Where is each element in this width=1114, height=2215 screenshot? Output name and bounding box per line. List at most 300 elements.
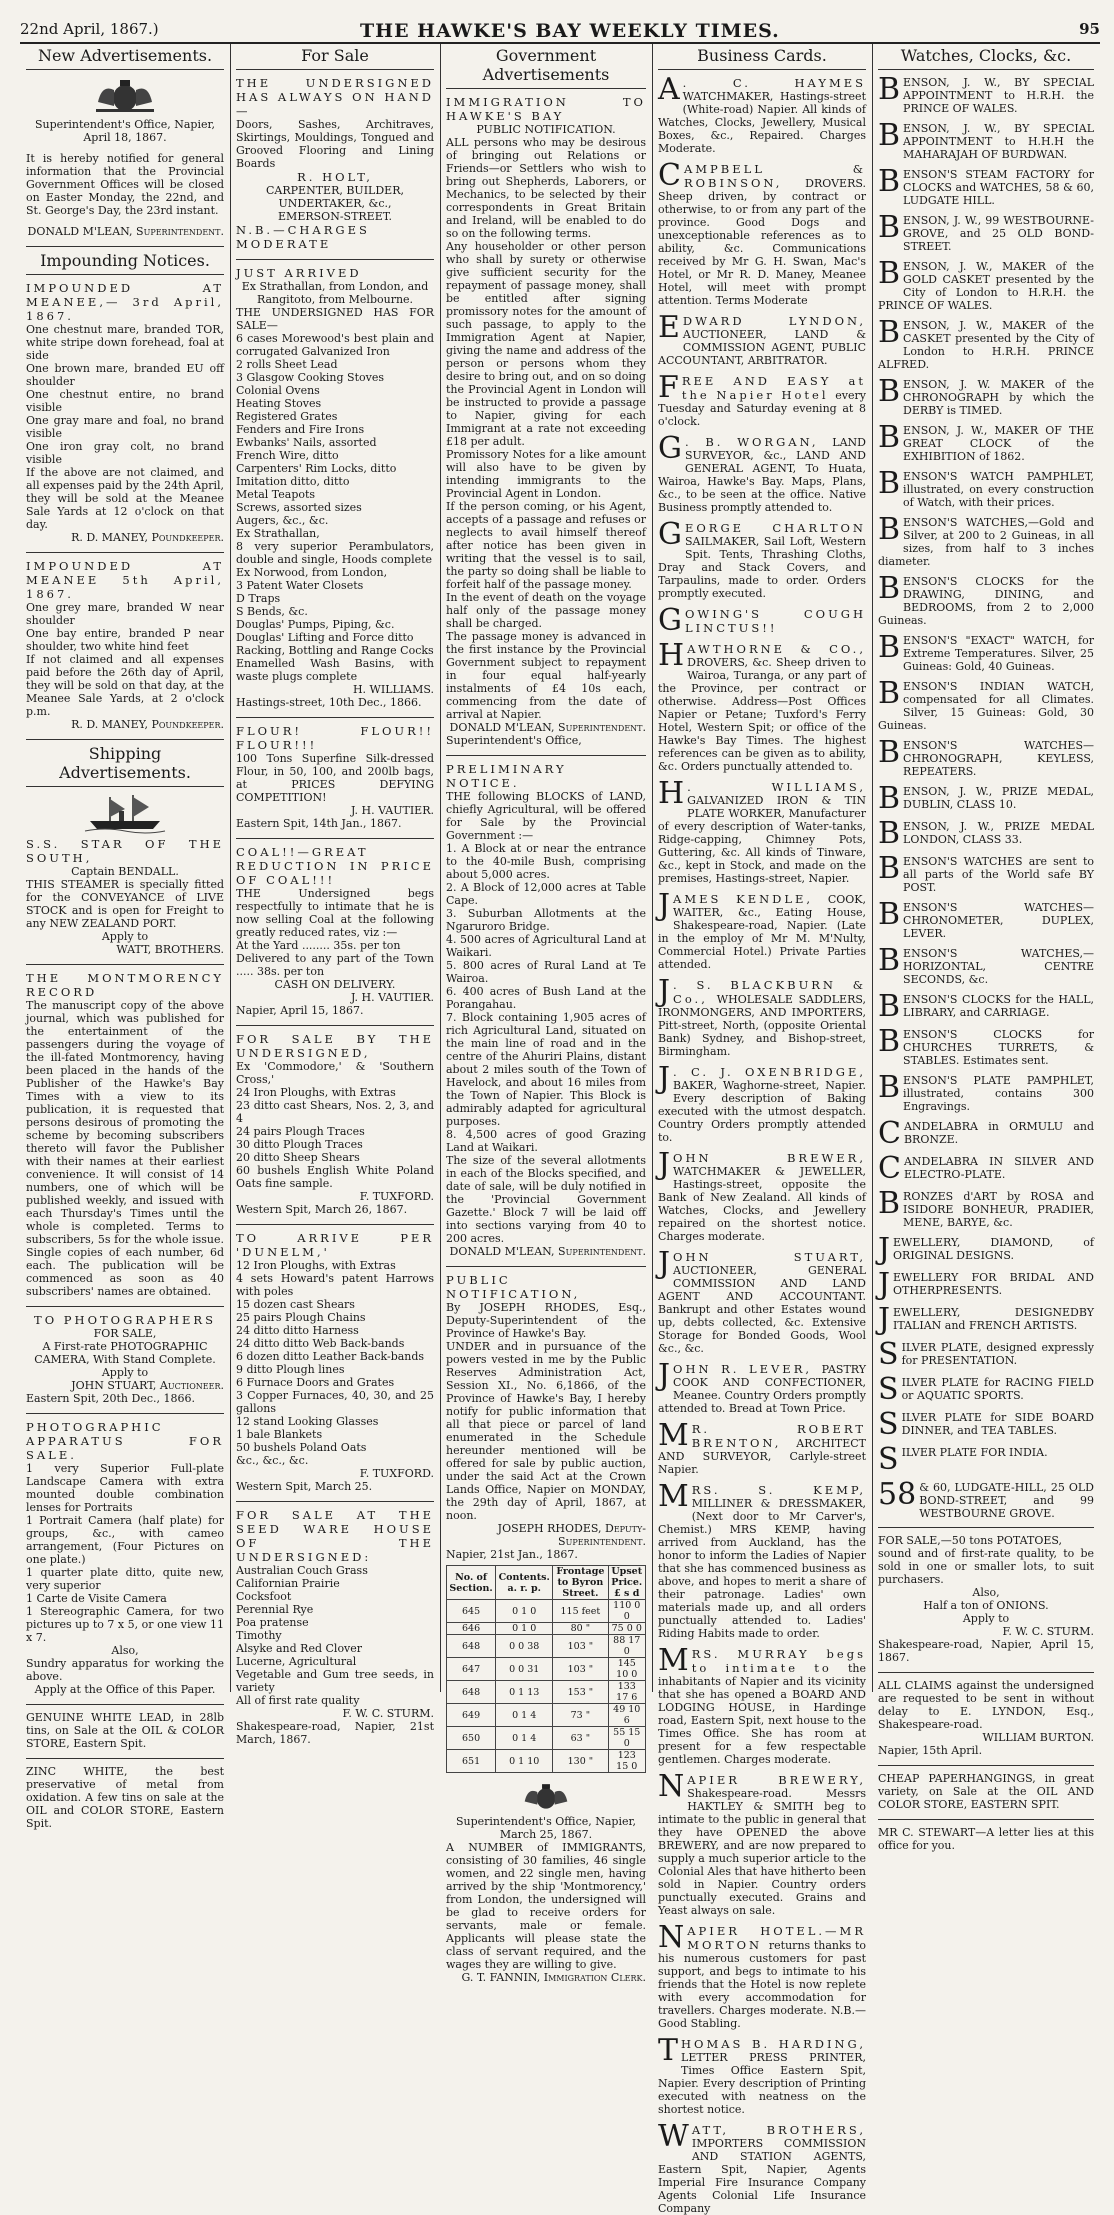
list-item: 60 bushels English White Poland Oats fine sample. (236, 1164, 434, 1190)
drop-cap: B (878, 781, 901, 816)
card-text: RONZES d'ART by ROSA and ISIDORE BONHEUR, PRADIER, MENE, BARYE, &c. (903, 1190, 1094, 1229)
preliminary-notice (446, 762, 646, 1258)
white-lead-ad: GENUINE WHITE LEAD, in 28lb tins, on Sale at the OIL & COLOR STORE, Eastern Spit. (26, 1711, 224, 1750)
ad-address: Shakespeare-road, Napier, April 15, 1867. (878, 1638, 1094, 1664)
table-header-cell: Upset Price. £ s d (608, 1566, 645, 1600)
drop-cap: J (878, 1232, 891, 1267)
card-text: ENSON'S WATCHES,—Gold and Silver, at 200 to 2 Guineas, in all sizes, from half to 3 inches diameter. (878, 516, 1094, 568)
table-cell: 80 " (553, 1623, 608, 1635)
business-card (658, 1479, 866, 1640)
card-title: APIER HOTEL.—MR MORTON (687, 1924, 866, 1952)
column-government-advertisements (440, 44, 652, 1984)
ad-intro: THE UNDERSIGNED HAS FOR SALE— (236, 306, 434, 332)
divider (236, 838, 434, 839)
list-item: 5. 800 acres of Rural Land at Te Wairoa. (446, 959, 646, 985)
card-text: ENSON, J. W., 99 WESTBOURNE-GROVE, and 25 OLD BOND-STREET. (903, 214, 1094, 253)
business-card (658, 310, 866, 367)
drop-cap: B (878, 676, 901, 711)
drop-cap: B (878, 989, 901, 1024)
list-item: Cocksfoot (236, 1590, 292, 1603)
card-text: ENSON'S WATCHES are sent to all parts of the World safe BY POST. (903, 855, 1094, 894)
divider (26, 1758, 224, 1759)
card-body: LETTER PRESS PRINTER, Times Office Eastern Spit, Napier. Every description of Printing executed with neatness on the shortest notice. (658, 2051, 866, 2116)
card-title: OHN R. LEVER, (673, 1362, 822, 1376)
card-text: EWELLERY, DESIGNEDBY ITALIAN and FRENCH ARTISTS. (893, 1306, 1094, 1332)
drop-cap: B (878, 210, 901, 245)
card-text: & 60, LUDGATE-HILL, 25 OLD BOND-STREET, and 99 WESTBOURNE GROVE. (919, 1481, 1094, 1520)
impound-title: IMPOUNDED AT MEANEE,— 3rd April, 1867. (26, 281, 224, 323)
ad-title: TO PHOTOGRAPHERS (34, 1313, 216, 1327)
ad-paragraph: In the event of death on the voyage half only of the passage money shall be charged. (446, 591, 646, 630)
ad-body: Doors, Sashes, Architraves, Skirtings, Mouldings, Tongued and Grooved Flooring and Lining Boards (236, 118, 434, 170)
card-body: PASTRY COOK AND CONFECTIONER, Meanee. Country Orders promptly attended to. Bread at Town Price. (658, 1363, 866, 1415)
drop-cap: J (878, 1267, 891, 1302)
list-item: Perennial Rye (236, 1603, 314, 1616)
ad-title: PHOTOGRAPHIC APPARATUS FOR SALE. (26, 1420, 224, 1462)
business-card (658, 370, 866, 428)
list-item: Augers, &c., &c. (236, 514, 329, 527)
ad-address: Western Spit, March 25. (236, 1480, 373, 1493)
card-text: ENSON, J. W., BY SPECIAL APPOINTMENT to H.H.H the MAHARAJAH OF BURDWAN. (903, 122, 1094, 161)
ad-title: PUBLIC NOTIFICATION, (446, 1273, 581, 1301)
drop-cap: A (658, 72, 680, 107)
list-item: Ewbanks' Nails, assorted (236, 436, 377, 449)
card-title: . S. BLACKBURN & Co., (673, 978, 866, 1006)
drop-cap: E (658, 310, 680, 345)
card-body: COOK, WAITER, &c., Eating House, Shakespeare-road, Napier. (Late in the employ of Mr M. M'Nulty, Commercial Hotel.) Private Parties attended. (658, 893, 866, 971)
card-title: . WILLIAMS, (687, 780, 866, 794)
card-body: SAILMAKER, Sail Loft, Western Spit. Tents, Thrashing Cloths, Dray and Stack Covers, and Tarpaulins, made to order. Orders promptly executed. (658, 535, 866, 600)
card-body: AUCTIONEER, LAND & COMMISSION AGENT, PUBLIC ACCOUNTANT, ARBITRATOR. (658, 328, 866, 367)
ad-title: THE MONTMORENCY RECORD (26, 971, 224, 999)
table-cell: 0 1 4 (496, 1704, 553, 1727)
apply-line: Apply to (101, 930, 149, 943)
card-text: ENSON, J. W., BY SPECIAL APPOINTMENT to H.R.H. the PRINCE OF WALES. (903, 76, 1094, 115)
watch-card (878, 512, 1094, 568)
ad-byline: By JOSEPH RHODES, Esq., Deputy-Superintendent of the Province of Hawke's Bay. (446, 1301, 646, 1340)
ad-paragraph: ALL persons who may be desirous of bringing out Relations or Friends—or Settlers who wish to bring out Shepherds, Laborers, or Mechanics, to be selected by their correspondents in Great Britain and Ireland, will be enabled to do so on the following terms. (446, 136, 646, 240)
list-item: The size of the several allotments in each of the Blocks specified, and date of sale, will be duly notified in the 'Provincial Government Gazette.' Block 7 will be laid off into sections varying from 40 to 200 acres. (446, 1154, 646, 1245)
ad-signature: WATT, BROTHERS. (116, 943, 224, 956)
divider (236, 1501, 434, 1502)
watch-card (878, 676, 1094, 732)
drop-cap: B (878, 851, 901, 886)
ad-subtitle: FOR SALE, (93, 1327, 157, 1340)
paperhangings-ad: CHEAP PAPERHANGINGS, in great variety, on Sale at the OIL AND COLOR STORE, EASTERN SPIT. (878, 1772, 1094, 1811)
card-text: ENSON'S STEAM FACTORY for CLOCKS and WATCHES, 58 & 60, LUDGATE HILL. (903, 168, 1094, 207)
watch-card (878, 118, 1094, 161)
watch-card (878, 256, 1094, 312)
card-text: ENSON'S WATCHES—CHRONOMETER, DUPLEX, LEVER. (903, 901, 1094, 940)
list-item: Australian Couch Grass (236, 1564, 368, 1577)
business-card (658, 603, 866, 638)
business-card (658, 1246, 866, 1355)
card-title: APIER BREWERY, (687, 1773, 866, 1787)
drop-cap: W (658, 2119, 689, 2154)
card-text: EWELLERY FOR BRIDAL AND OTHERPRESENTS. (893, 1271, 1094, 1297)
watch-card (878, 989, 1094, 1024)
watch-card (878, 1302, 1094, 1337)
list-item: 30 ditto Plough Traces (236, 1138, 363, 1151)
ad-body: UNDER and in pursuance of the powers vested in me by the Public Reserves Administration Act, Session XI., No. 6,1866, of the Province of Hawke's Bay, I hereby notify for public information that all that piece or parcel of land enumerated in the Schedule hereunder mentioned will be offered for sale by public auction, under the said Act at the Crown Lands Office, Napier on MONDAY, the 29th day of April, 1867, at noon. (446, 1340, 646, 1522)
impounding-heading: Impounding Notices. (26, 246, 224, 275)
seed-warehouse-ad (236, 1508, 434, 1746)
ad-body: 100 Tons Superfine Silk-dressed Flour, in 50, 100, and 200lb bags, at PRICES DEFYING COMPETITION! (236, 752, 434, 804)
list-item: 50 bushels Poland Oats (236, 1441, 367, 1454)
flour-ad (236, 724, 434, 830)
drop-cap: J (658, 974, 671, 1009)
watch-card (878, 1337, 1094, 1372)
list-item: 1 Stereographic Camera, for two pictures up to 7 x 5, or one view 11 x 7. (26, 1605, 224, 1644)
ad-date: Napier, 21st Jan., 1867. (446, 1548, 578, 1561)
masthead (20, 6, 1100, 46)
drop-cap: J (658, 1358, 671, 1393)
drop-cap: B (878, 1070, 901, 1105)
ad-subtitle: PUBLIC NOTIFICATION. (476, 123, 616, 136)
drop-cap: B (878, 1186, 901, 1221)
item-list (236, 1086, 434, 1190)
list-item: 9 ditto Plough lines (236, 1363, 345, 1376)
table-cell: 133 17 6 (608, 1681, 645, 1704)
watch-card (878, 1477, 1094, 1520)
column-heading: Watches, Clocks, &c. (878, 44, 1094, 70)
list-item: Douglas' Lifting and Force ditto (236, 631, 414, 644)
watch-card (878, 816, 1094, 851)
ad-ships: Ex 'Commodore,' & 'Southern Cross,' (236, 1060, 434, 1086)
coal-rate: Delivered to any part of the Town ..... 38s. per ton (236, 952, 434, 978)
card-title: OWING'S COUGH LINCTUS!! (684, 607, 866, 635)
divider (878, 1819, 1094, 1820)
list-item: Registered Grates (236, 410, 338, 423)
royal-crest-icon (518, 1781, 574, 1811)
card-body: every Tuesday and Saturday evening at 8 o'clock. (658, 389, 866, 428)
list-item: Poa pratense (236, 1616, 309, 1629)
drop-cap: J (878, 1302, 891, 1337)
business-card (658, 638, 866, 773)
card-body: BAKER, Waghorne-street, Napier. Every description of Baking executed with the utmost despatch. Country Orders promptly attended to. (658, 1079, 866, 1144)
card-text: ILVER PLATE FOR INDIA. (901, 1446, 1048, 1459)
item-list (446, 842, 646, 1245)
drop-cap: G (658, 517, 682, 552)
ad-name: R. HOLT, (297, 170, 373, 184)
ad-signature: DONALD M'LEAN, Superintendent. (449, 721, 646, 734)
table-row (447, 1704, 646, 1727)
table-cell: 651 (447, 1750, 496, 1773)
list-item: 7. Block containing 1,905 acres of rich Agricultural Land, situated on the main line of road and in the centre of the Ahuriri Plains, distant about 2 miles south of the Town of Havelock, and about 16 miles from the Town of Napier. This Block is admirably adapted for agricultural purposes. (446, 1011, 646, 1128)
card-title: RS. S. KEMP, (691, 1483, 866, 1497)
claims-ad (878, 1679, 1094, 1757)
notice-signature: DONALD M'LEAN, Superintendent. (27, 225, 224, 238)
ad-date: Eastern Spit, 20th Dec., 1866. (26, 1392, 195, 1405)
list-item: 2. A Block of 12,000 acres at Table Cape. (446, 881, 646, 907)
item-list (236, 1564, 434, 1707)
immigration-notice (446, 95, 646, 747)
drop-cap: B (878, 118, 901, 153)
ad-signature: JOHN STUART, Auctioneer. (71, 1379, 224, 1392)
list-item: 8 very superior Perambulators, double and single, Hoods complete (236, 540, 434, 566)
table-cell: 0 1 10 (496, 1750, 553, 1773)
drop-cap: N (658, 1769, 685, 1804)
table-cell: 0 1 0 (496, 1600, 553, 1623)
ad-signature: F. TUXFORD. (359, 1467, 434, 1480)
card-body: ARCHITECT AND SURVEYOR, Carlyle-street Napier. (658, 1437, 866, 1476)
table-cell: 650 (447, 1727, 496, 1750)
business-card-list (658, 72, 866, 2215)
impound-line: One chestnut entire, no brand visible (26, 388, 224, 414)
list-item: Californian Prairie (236, 1577, 340, 1590)
table-row (447, 1658, 646, 1681)
poundkeeper-signature: R. D. MANEY, Poundkeeper. (71, 718, 224, 731)
card-title: AMPBELL & ROBINSON, (683, 162, 866, 190)
list-item: 24 ditto ditto Harness (236, 1324, 359, 1337)
divider (446, 755, 646, 756)
drop-cap: T (658, 2033, 679, 2068)
watch-card (878, 571, 1094, 627)
list-item: Screws, assorted sizes (236, 501, 362, 514)
list-item: Metal Teapots (236, 488, 316, 501)
divider (878, 1672, 1094, 1673)
watch-card (878, 1070, 1094, 1113)
card-title: RS. MURRAY begs to intimate to (691, 1647, 866, 1675)
list-item: 20 ditto Sheep Shears (236, 1151, 360, 1164)
drop-cap: 58 (878, 1477, 917, 1512)
table-header-cell: Contents. a. r. p. (496, 1566, 553, 1600)
drop-cap: B (878, 897, 901, 932)
business-card (658, 2033, 866, 2116)
table-row (447, 1600, 646, 1623)
just-arrived-ad (236, 266, 434, 709)
ad-address: Hastings-street, 10th Dec., 1866. (236, 696, 422, 709)
card-text: ENSON'S CLOCKS for CHURCHES TURRETS, & STABLES. Estimates sent. (903, 1028, 1094, 1067)
impound-notice-2 (26, 559, 224, 731)
table-cell: 103 " (553, 1635, 608, 1658)
business-card (658, 431, 866, 514)
ad-signature: F. W. C. STURM. (1002, 1625, 1094, 1638)
drop-cap: B (878, 571, 901, 606)
ad-paragraph: Promissory Notes for a like amount will also have to be given by intending immigrants to the Provincial Agent in London. (446, 448, 646, 500)
watch-card (878, 315, 1094, 371)
column-heading: Government Advertisements (446, 44, 646, 89)
watch-card-list (878, 72, 1094, 1520)
divider (236, 1025, 434, 1026)
divider (26, 1704, 224, 1705)
impound-line: One chestnut mare, branded TOR, white stripe down forehead, foal at side (26, 323, 224, 362)
watch-card (878, 1267, 1094, 1302)
card-text: ENSON'S WATCH PAMPHLET, illustrated, on every construction of Watch, with their prices. (903, 470, 1094, 509)
list-item: All of first rate quality (236, 1694, 360, 1707)
watch-card (878, 1151, 1094, 1186)
list-item: Colonial Ovens (236, 384, 320, 397)
list-item: 1 quarter plate ditto, quite new, very superior (26, 1566, 224, 1592)
card-title: EORGE CHARLTON (684, 521, 866, 535)
ad-title: S.S. STAR OF THE SOUTH, (26, 837, 224, 865)
ad-signature: JOSEPH RHODES, Deputy-Superintendent. (497, 1522, 646, 1548)
ad-also: Also, (972, 1586, 1000, 1599)
list-item: 6 cases Morewood's best plain and corrugated Galvanized Iron (236, 332, 434, 358)
cash-line: CASH ON DELIVERY. (274, 978, 396, 991)
card-text: ILVER PLATE for RACING FIELD or AQUATIC SPORTS. (901, 1376, 1094, 1402)
table-cell: 0 0 31 (496, 1658, 553, 1681)
divider (26, 1413, 224, 1414)
list-item: 8. 4,500 acres of good Grazing Land at Waikari. (446, 1128, 646, 1154)
list-item: 24 ditto ditto Web Back-bands (236, 1337, 405, 1350)
column-watches-clocks (872, 44, 1100, 1852)
drop-cap: J (658, 888, 671, 923)
shipping-heading: Shipping Advertisements. (26, 739, 224, 787)
list-item: 2 rolls Sheet Lead (236, 358, 338, 371)
drop-cap: M (658, 1479, 689, 1514)
card-text: ANDELABRA IN SILVER AND ELECTRO-PLATE. (903, 1155, 1094, 1181)
card-text: ENSON, J. W. MAKER of the CHRONOGRAPH by which the DERBY is TIMED. (903, 378, 1094, 417)
drop-cap: C (878, 1116, 901, 1151)
card-title: AWTHORNE & CO., (687, 642, 866, 656)
watch-card (878, 1024, 1094, 1067)
drop-cap: J (658, 1147, 671, 1182)
card-title: ATT, BROTHERS, (691, 2123, 866, 2137)
card-title: DWARD LYNDON, (682, 314, 866, 328)
ad-address: Western Spit, March 26, 1867. (236, 1203, 408, 1216)
public-notification (446, 1273, 646, 1773)
ad-office: Superintendent's Office, Napier, March 25, 1867. (455, 1815, 637, 1841)
table-cell: 648 (447, 1681, 496, 1704)
table-cell: 103 " (553, 1658, 608, 1681)
ad-title: IMMIGRATION TO HAWKE'S BAY (446, 95, 646, 123)
watch-card (878, 851, 1094, 894)
drop-cap: B (878, 315, 901, 350)
divider (878, 1765, 1094, 1766)
card-text: ENSON'S PLATE PAMPHLET, illustrated, contains 300 Engravings. (903, 1074, 1094, 1113)
ad-trade: CARPENTER, BUILDER, UNDERTAKER, &c., (266, 184, 404, 210)
list-item: 12 Iron Ploughs, with Extras (236, 1259, 396, 1272)
drop-cap: M (658, 1643, 689, 1678)
business-card (658, 1358, 866, 1415)
drop-cap: B (878, 256, 901, 291)
card-title: R. ROBERT BRENTON, (691, 1422, 866, 1450)
drop-cap: B (878, 1024, 901, 1059)
watch-card (878, 1186, 1094, 1229)
apply-line: Apply to (101, 1366, 149, 1379)
table-body (447, 1600, 646, 1773)
ad-intro: THE following BLOCKS of LAND, chiefly Agricultural, will be offered for Sale by the Provincial Government :— (446, 790, 646, 842)
list-item: French Wire, ditto (236, 449, 339, 462)
ad-address: Shakespeare-road, Napier, 21st March, 1867. (236, 1720, 434, 1746)
business-card (658, 1643, 866, 1766)
drop-cap: B (878, 164, 901, 199)
ad-address: Napier, April 15, 1867. (236, 1004, 364, 1017)
watch-card (878, 420, 1094, 463)
list-item: Apply at the Office of this Paper. (34, 1683, 216, 1696)
drop-cap: B (878, 512, 901, 547)
drop-cap: J (658, 1061, 671, 1096)
card-text: ENSON'S "EXACT" WATCH, for Extreme Temperatures. Silver, 25 Guineas: Gold, 40 Guineas. (903, 634, 1094, 673)
ad-onions: Half a ton of ONIONS. (923, 1599, 1049, 1612)
ad-note: N.B.—CHARGES MODERATE (236, 223, 370, 251)
watch-card (878, 164, 1094, 207)
table-cell: 153 " (553, 1681, 608, 1704)
drop-cap: M (658, 1418, 689, 1453)
business-card (658, 1769, 866, 1917)
drop-cap: B (878, 420, 901, 455)
office-line: Superintendent's Office, Napier, April 18, 1867. (34, 118, 216, 144)
list-item: Imitation ditto, ditto (236, 475, 350, 488)
montmorency-record-ad (26, 971, 224, 1298)
immigrants-notice (446, 1815, 646, 1984)
item-list (236, 332, 434, 683)
list-item: 1 very Superior Full-plate Landscape Camera with extra mounted double combination lenses for Portraits (26, 1462, 224, 1514)
business-card (658, 888, 866, 971)
watch-card (878, 1442, 1094, 1477)
list-item: 23 ditto cast Shears, Nos. 2, 3, and 4 (236, 1099, 434, 1125)
card-body: WATCHMAKER, Hastings-street (White-road) Napier. All kinds of Watches, Clocks, Jewellery, Musical Boxes, &c., Repaired. Charges Moderate. (658, 90, 866, 155)
list-item: Also, (111, 1644, 139, 1657)
coal-rate: At the Yard ........ 35s. per ton (236, 939, 401, 952)
ad-title: JUST ARRIVED (236, 266, 362, 280)
list-item: Timothy (236, 1629, 282, 1642)
business-card (658, 776, 866, 885)
column-heading: New Advertisements. (26, 44, 224, 70)
table-cell: 63 " (553, 1727, 608, 1750)
list-item: Fenders and Fire Irons (236, 423, 365, 436)
drop-cap: J (658, 1246, 671, 1281)
table-cell: 88 17 0 (608, 1635, 645, 1658)
divider (236, 259, 434, 260)
table-header-row (447, 1566, 646, 1600)
table-cell: 115 feet (553, 1600, 608, 1623)
card-title: OHN BREWER, (673, 1151, 866, 1165)
list-item: 3 Glasgow Cooking Stoves (236, 371, 384, 384)
business-card (658, 1920, 866, 2030)
list-item: 24 Iron Ploughs, with Extras (236, 1086, 396, 1099)
watch-card (878, 1372, 1094, 1407)
card-body: IMPORTERS COMMISSION AND STATION AGENTS, Eastern Spit, Napier, Agents Imperial Fire Insurance Company Agents Colonial Life Insurance Company (658, 2137, 866, 2215)
card-title: AMES KENDLE, (673, 892, 828, 906)
drop-cap: H (658, 638, 685, 673)
business-card (658, 1061, 866, 1144)
ad-body: THIS STEAMER is specially fitted for the CONVEYANCE of LIVE STOCK and is open for Freight to any NEW ZEALAND PORT. (26, 878, 224, 930)
impound-line: If the above are not claimed, and all expenses paid by the 24th April, they will be sold at the Meanee Sale Yards at 12 o'clock on that day. (26, 466, 224, 531)
list-item: 25 pairs Plough Chains (236, 1311, 366, 1324)
divider (236, 717, 434, 718)
drop-cap: B (878, 466, 901, 501)
drop-cap: B (878, 943, 901, 978)
list-item: Ex Norwood, from London, (236, 566, 388, 579)
divider (236, 1224, 434, 1225)
column-heading: Business Cards. (658, 44, 866, 70)
table-cell: 645 (447, 1600, 496, 1623)
card-body: GALVANIZED IRON & TIN PLATE WORKER, Manufacturer of every description of Water-tanks, Ridge-capping, Chimney Pots, Guttering, &c. All kinds of Tinware, &c., kept in Stock, and made on the premises, Hastings-street, Napier. (658, 794, 866, 885)
coal-ad (236, 845, 434, 1017)
card-body: AUCTIONEER, GENERAL COMMISSION AND LAND AGENT AND ACCOUNTANT. Bankrupt and other Estates wound up, debts collected, &c. Extensive Storage for Bonded Goods, Wool &c., &c. (658, 1264, 866, 1355)
list-item: 6. 400 acres of Bush Land at the Porangahau. (446, 985, 646, 1011)
table-cell: 145 10 0 (608, 1658, 645, 1681)
ad-title: THE UNDERSIGNED HAS ALWAYS ON HAND— (236, 76, 434, 118)
watch-card (878, 943, 1094, 986)
ad-title: PRELIMINARY NOTICE. (446, 762, 567, 790)
table-cell: 110 0 0 (608, 1600, 645, 1623)
columns (20, 44, 1100, 2215)
table-cell: 648 (447, 1635, 496, 1658)
drop-cap: G (658, 603, 682, 638)
list-item: 4. 500 acres of Agricultural Land at Waikari. (446, 933, 646, 959)
table-cell: 55 15 0 (608, 1727, 645, 1750)
card-title: REE AND EASY at the Napier Hotel (681, 374, 866, 402)
table-cell: 49 10 6 (608, 1704, 645, 1727)
table-row (447, 1623, 646, 1635)
card-text: EWELLERY, DIAMOND, of ORIGINAL DESIGNS. (893, 1236, 1094, 1262)
watch-card (878, 1232, 1094, 1267)
list-item: 12 stand Looking Glasses (236, 1415, 379, 1428)
ad-title: FOR SALE,—50 tons POTATOES, (878, 1534, 1063, 1547)
